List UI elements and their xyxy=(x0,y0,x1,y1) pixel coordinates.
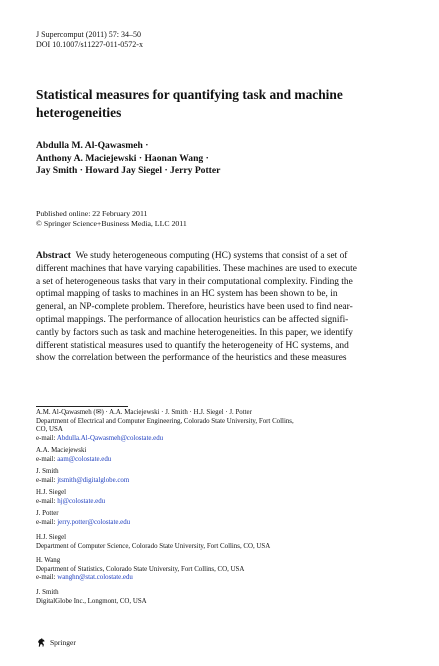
email-link[interactable]: Abdulla.Al-Qawasmeh@colostate.edu xyxy=(56,435,164,443)
footnote-potter xyxy=(36,510,130,527)
footnote-name: J. Smith xyxy=(36,468,59,475)
paper-title-line-2: heterogeneities xyxy=(36,105,122,120)
author-list xyxy=(36,140,220,178)
abstract-line: show the correlation between the performance of the heuristics and these measures xyxy=(36,353,347,364)
footnote-email-row: e-mail: jerry.potter@colostate.edu xyxy=(36,518,131,526)
footnote-authors: A.M. Al-Qawasmeh (✉) · A.A. Maciejewski · J. Smith · H.J. Siegel · J. Potter xyxy=(36,409,252,416)
footnote-divider xyxy=(36,406,128,407)
email-link[interactable]: hj@colostate.edu xyxy=(57,497,106,505)
footnote-department: Department of Electrical and Computer Engineering, Colorado State University, Fort Collins, xyxy=(36,417,294,425)
journal-volume: J Supercomput (2011) 57: 34–50 xyxy=(36,30,142,39)
footnote-name: A.A. Maciejewski xyxy=(36,447,87,454)
footnote-name: J. Potter xyxy=(36,510,59,517)
abstract-line: different statistical measures used to quantify the heterogeneity of HC systems, and xyxy=(36,340,349,351)
publisher-name: Springer xyxy=(50,637,76,647)
footnote-smith xyxy=(36,468,129,485)
paper-title xyxy=(36,86,343,122)
email-link[interactable]: aam@colostate.edu xyxy=(57,455,112,463)
abstract-line: Abstract We study heterogeneous computing (HC) systems that consist of a set of xyxy=(36,251,348,261)
abstract-line: optimal mapping of tasks to machines in an HC system has been shown to be, in xyxy=(36,289,338,300)
footnote-name: H.J. Siegel xyxy=(36,489,67,496)
footnote-wang xyxy=(36,557,244,583)
abstract-line: cantly by factors such as task and machine heterogeneities. In this paper, we identify xyxy=(36,327,353,338)
email-link[interactable]: jtsmith@digitalglobe.com xyxy=(57,476,130,484)
footnote-organization: DigitalGlobe Inc., Longmont, CO, USA xyxy=(36,597,147,605)
footnote-name: J. Smith xyxy=(36,589,59,596)
journal-doi: DOI 10.1007/s11227-011-0572-x xyxy=(36,40,143,49)
footnote-smith-digitalglobe xyxy=(36,589,147,606)
author-line-3: Jay Smith · Howard Jay Siegel · Jerry Potter xyxy=(36,165,221,176)
footnote-email-row: e-mail: aam@colostate.edu xyxy=(36,455,112,463)
footnote-email-row: e-mail: wanghn@stat.colostate.edu xyxy=(36,574,133,582)
copyright-notice: © Springer Science+Business Media, LLC 2011 xyxy=(36,219,187,228)
journal-citation xyxy=(36,30,143,50)
abstract-line: optimal mappings. The performance of allocation heuristics can be affected signifi- xyxy=(36,314,349,325)
email-link[interactable]: jerry.potter@colostate.edu xyxy=(57,518,131,526)
footnote-siegel-cs xyxy=(36,534,270,551)
footnote-siegel xyxy=(36,489,105,506)
footnote-department: Department of Statistics, Colorado State University, Fort Collins, CO, USA xyxy=(36,565,245,573)
author-line-1: Abdulla M. Al-Qawasmeh · xyxy=(36,140,149,151)
publisher-footer xyxy=(36,637,76,648)
springer-horse-icon xyxy=(36,637,47,648)
published-date: Published online: 22 February 2011 xyxy=(36,209,148,218)
email-link[interactable]: wanghn@stat.colostate.edu xyxy=(57,574,133,582)
footnote-department: Department of Computer Science, Colorado State University, Fort Collins, CO, USA xyxy=(36,542,271,550)
author-line-2: Anthony A. Maciejewski · Haonan Wang · xyxy=(36,152,209,164)
footnote-email-row: e-mail: Abdulla.Al-Qawasmeh@colostate.edu xyxy=(36,435,164,443)
paper-title-line-1: Statistical measures for quantifying task and machine xyxy=(36,87,343,102)
footnote-maciejewski xyxy=(36,447,111,464)
abstract-line: general, an NP-complete problem. Therefore, heuristics have been used to find near- xyxy=(36,302,353,313)
footnote-email-row: e-mail: hj@colostate.edu xyxy=(36,497,106,505)
footnote-affiliation-ece xyxy=(36,409,294,444)
footnote-name: H. Wang xyxy=(36,557,61,564)
publication-info xyxy=(36,209,187,229)
abstract xyxy=(36,250,404,365)
footnote-email-row: e-mail: jtsmith@digitalglobe.com xyxy=(36,476,130,484)
abstract-line: a set of heterogeneous tasks that vary in their computational complexity. Finding the xyxy=(36,276,353,287)
footnote-department-cont: CO, USA xyxy=(36,426,63,434)
abstract-line: different machines that have varying capabilities. These machines are used to execute xyxy=(36,263,357,274)
footnote-name: H.J. Siegel xyxy=(36,534,67,541)
abstract-heading: Abstract xyxy=(36,251,71,261)
